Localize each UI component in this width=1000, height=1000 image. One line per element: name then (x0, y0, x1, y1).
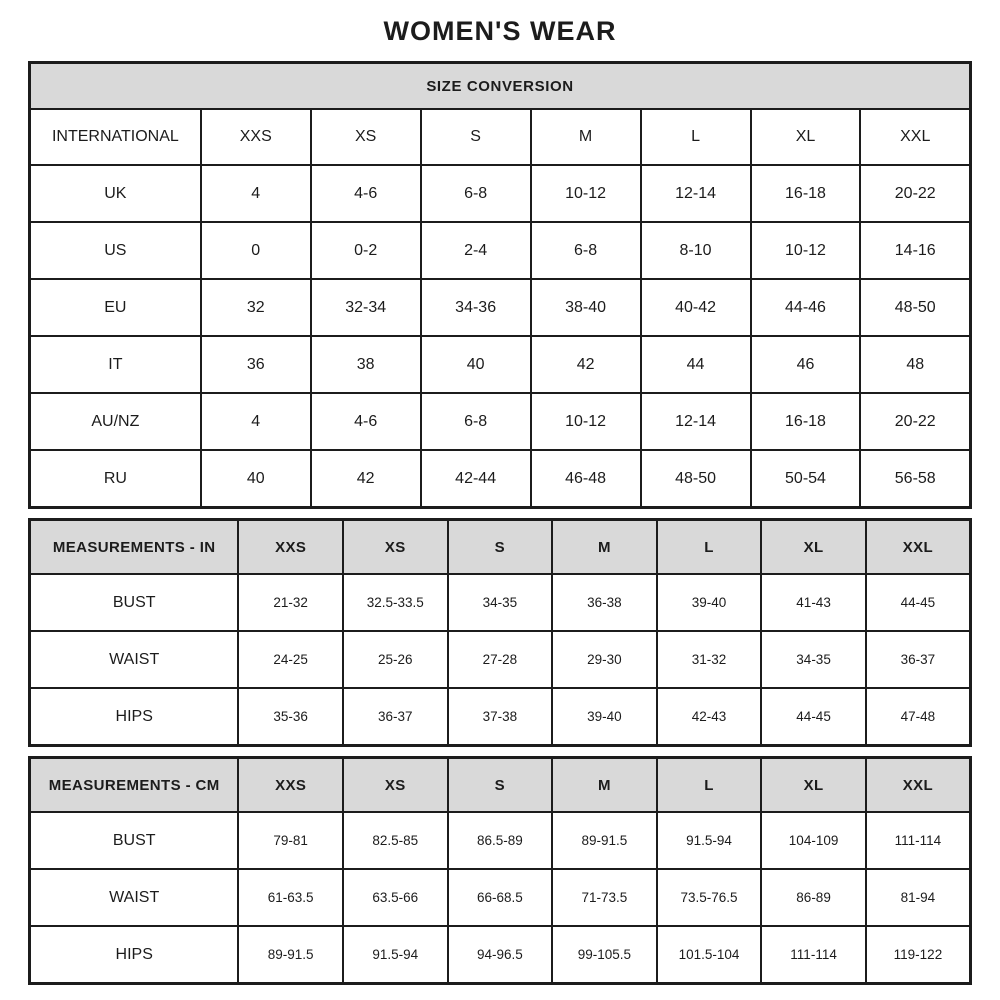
column-header: XS (343, 758, 448, 813)
column-header: XL (751, 109, 861, 165)
cell: 111-114 (761, 926, 866, 984)
cell: 71-73.5 (552, 869, 657, 926)
cell: 56-58 (860, 450, 970, 508)
cell: 42 (311, 450, 421, 508)
row-label: IT (30, 336, 201, 393)
cell: 44 (641, 336, 751, 393)
table-row (30, 869, 971, 926)
column-header: XXL (866, 520, 971, 575)
column-header: XXS (238, 758, 343, 813)
cell: 6-8 (421, 393, 531, 450)
cell: 4 (201, 393, 311, 450)
cell: 46 (751, 336, 861, 393)
cell: 48 (860, 336, 970, 393)
cell: 32-34 (311, 279, 421, 336)
row-label: WAIST (30, 631, 239, 688)
column-header: S (421, 109, 531, 165)
measurements-in-header-row (30, 520, 971, 575)
cell: 25-26 (343, 631, 448, 688)
size-conversion-banner-row (30, 63, 971, 110)
cell: 89-91.5 (238, 926, 343, 984)
cell: 119-122 (866, 926, 971, 984)
cell: 16-18 (751, 165, 861, 222)
column-header: XXL (866, 758, 971, 813)
column-header: XXS (238, 520, 343, 575)
cell: 42 (531, 336, 641, 393)
row-label: BUST (30, 574, 239, 631)
cell: 31-32 (657, 631, 762, 688)
column-header: L (641, 109, 751, 165)
cell: 12-14 (641, 393, 751, 450)
cell: 89-91.5 (552, 812, 657, 869)
cell: 20-22 (860, 393, 970, 450)
cell: 44-45 (761, 688, 866, 746)
column-header: M (552, 758, 657, 813)
cell: 40 (421, 336, 531, 393)
cell: 79-81 (238, 812, 343, 869)
page-title: WOMEN'S WEAR (383, 16, 617, 46)
cell: 35-36 (238, 688, 343, 746)
table-row (30, 812, 971, 869)
cell: 48-50 (860, 279, 970, 336)
cell: 48-50 (641, 450, 751, 508)
cell: 111-114 (866, 812, 971, 869)
cell: 4-6 (311, 165, 421, 222)
row-label: UK (30, 165, 201, 222)
row-label: AU/NZ (30, 393, 201, 450)
cell: 4 (201, 165, 311, 222)
table-row (30, 450, 971, 508)
row-label: RU (30, 450, 201, 508)
cell: 0-2 (311, 222, 421, 279)
cell: 36-38 (552, 574, 657, 631)
cell: 91.5-94 (343, 926, 448, 984)
cell: 39-40 (552, 688, 657, 746)
column-header: XXL (860, 109, 970, 165)
row-label: US (30, 222, 201, 279)
cell: 82.5-85 (343, 812, 448, 869)
cell: 14-16 (860, 222, 970, 279)
cell: 10-12 (751, 222, 861, 279)
column-header: S (448, 520, 553, 575)
cell: 36 (201, 336, 311, 393)
cell: 42-44 (421, 450, 531, 508)
size-conversion-column-header-row (30, 109, 971, 165)
table-row (30, 336, 971, 393)
size-conversion-table (28, 61, 972, 509)
measurements-cm-table (28, 756, 972, 985)
column-header: M (552, 520, 657, 575)
cell: 41-43 (761, 574, 866, 631)
cell: 81-94 (866, 869, 971, 926)
measurements-cm-title: MEASUREMENTS - CM (30, 758, 239, 813)
cell: 36-37 (343, 688, 448, 746)
cell: 46-48 (531, 450, 641, 508)
column-header: L (657, 758, 762, 813)
table-row (30, 279, 971, 336)
cell: 91.5-94 (657, 812, 762, 869)
cell: 34-36 (421, 279, 531, 336)
table-row (30, 393, 971, 450)
cell: 37-38 (448, 688, 553, 746)
cell: 38 (311, 336, 421, 393)
table-row (30, 574, 971, 631)
cell: 10-12 (531, 393, 641, 450)
row-label: BUST (30, 812, 239, 869)
cell: 36-37 (866, 631, 971, 688)
column-header: XL (761, 520, 866, 575)
cell: 10-12 (531, 165, 641, 222)
column-header: S (448, 758, 553, 813)
table-row (30, 926, 971, 984)
cell: 16-18 (751, 393, 861, 450)
cell: 39-40 (657, 574, 762, 631)
row-label: HIPS (30, 688, 239, 746)
cell: 38-40 (531, 279, 641, 336)
size-conversion-title: SIZE CONVERSION (30, 63, 971, 110)
cell: 20-22 (860, 165, 970, 222)
cell: 32.5-33.5 (343, 574, 448, 631)
cell: 34-35 (761, 631, 866, 688)
column-header: L (657, 520, 762, 575)
measurements-in-title: MEASUREMENTS - IN (30, 520, 239, 575)
cell: 21-32 (238, 574, 343, 631)
cell: 50-54 (751, 450, 861, 508)
row-label: WAIST (30, 869, 239, 926)
cell: 42-43 (657, 688, 762, 746)
measurements-cm-body (30, 812, 971, 984)
column-header: INTERNATIONAL (30, 109, 201, 165)
cell: 6-8 (531, 222, 641, 279)
cell: 29-30 (552, 631, 657, 688)
cell: 8-10 (641, 222, 751, 279)
cell: 6-8 (421, 165, 531, 222)
cell: 34-35 (448, 574, 553, 631)
table-row (30, 222, 971, 279)
cell: 66-68.5 (448, 869, 553, 926)
measurements-in-table (28, 518, 972, 747)
cell: 12-14 (641, 165, 751, 222)
column-header: XS (311, 109, 421, 165)
table-row (30, 165, 971, 222)
table-row (30, 631, 971, 688)
table-row (30, 688, 971, 746)
cell: 0 (201, 222, 311, 279)
column-header: XL (761, 758, 866, 813)
cell: 47-48 (866, 688, 971, 746)
cell: 4-6 (311, 393, 421, 450)
cell: 27-28 (448, 631, 553, 688)
cell: 104-109 (761, 812, 866, 869)
measurements-cm-header-row (30, 758, 971, 813)
cell: 40-42 (641, 279, 751, 336)
row-label: HIPS (30, 926, 239, 984)
cell: 32 (201, 279, 311, 336)
row-label: EU (30, 279, 201, 336)
cell: 61-63.5 (238, 869, 343, 926)
cell: 86.5-89 (448, 812, 553, 869)
cell: 73.5-76.5 (657, 869, 762, 926)
cell: 101.5-104 (657, 926, 762, 984)
column-header: XS (343, 520, 448, 575)
cell: 86-89 (761, 869, 866, 926)
cell: 2-4 (421, 222, 531, 279)
column-header: XXS (201, 109, 311, 165)
cell: 44-45 (866, 574, 971, 631)
cell: 99-105.5 (552, 926, 657, 984)
cell: 63.5-66 (343, 869, 448, 926)
column-header: M (531, 109, 641, 165)
measurements-in-body (30, 574, 971, 746)
cell: 24-25 (238, 631, 343, 688)
cell: 44-46 (751, 279, 861, 336)
cell: 94-96.5 (448, 926, 553, 984)
size-conversion-body (30, 165, 971, 508)
cell: 40 (201, 450, 311, 508)
